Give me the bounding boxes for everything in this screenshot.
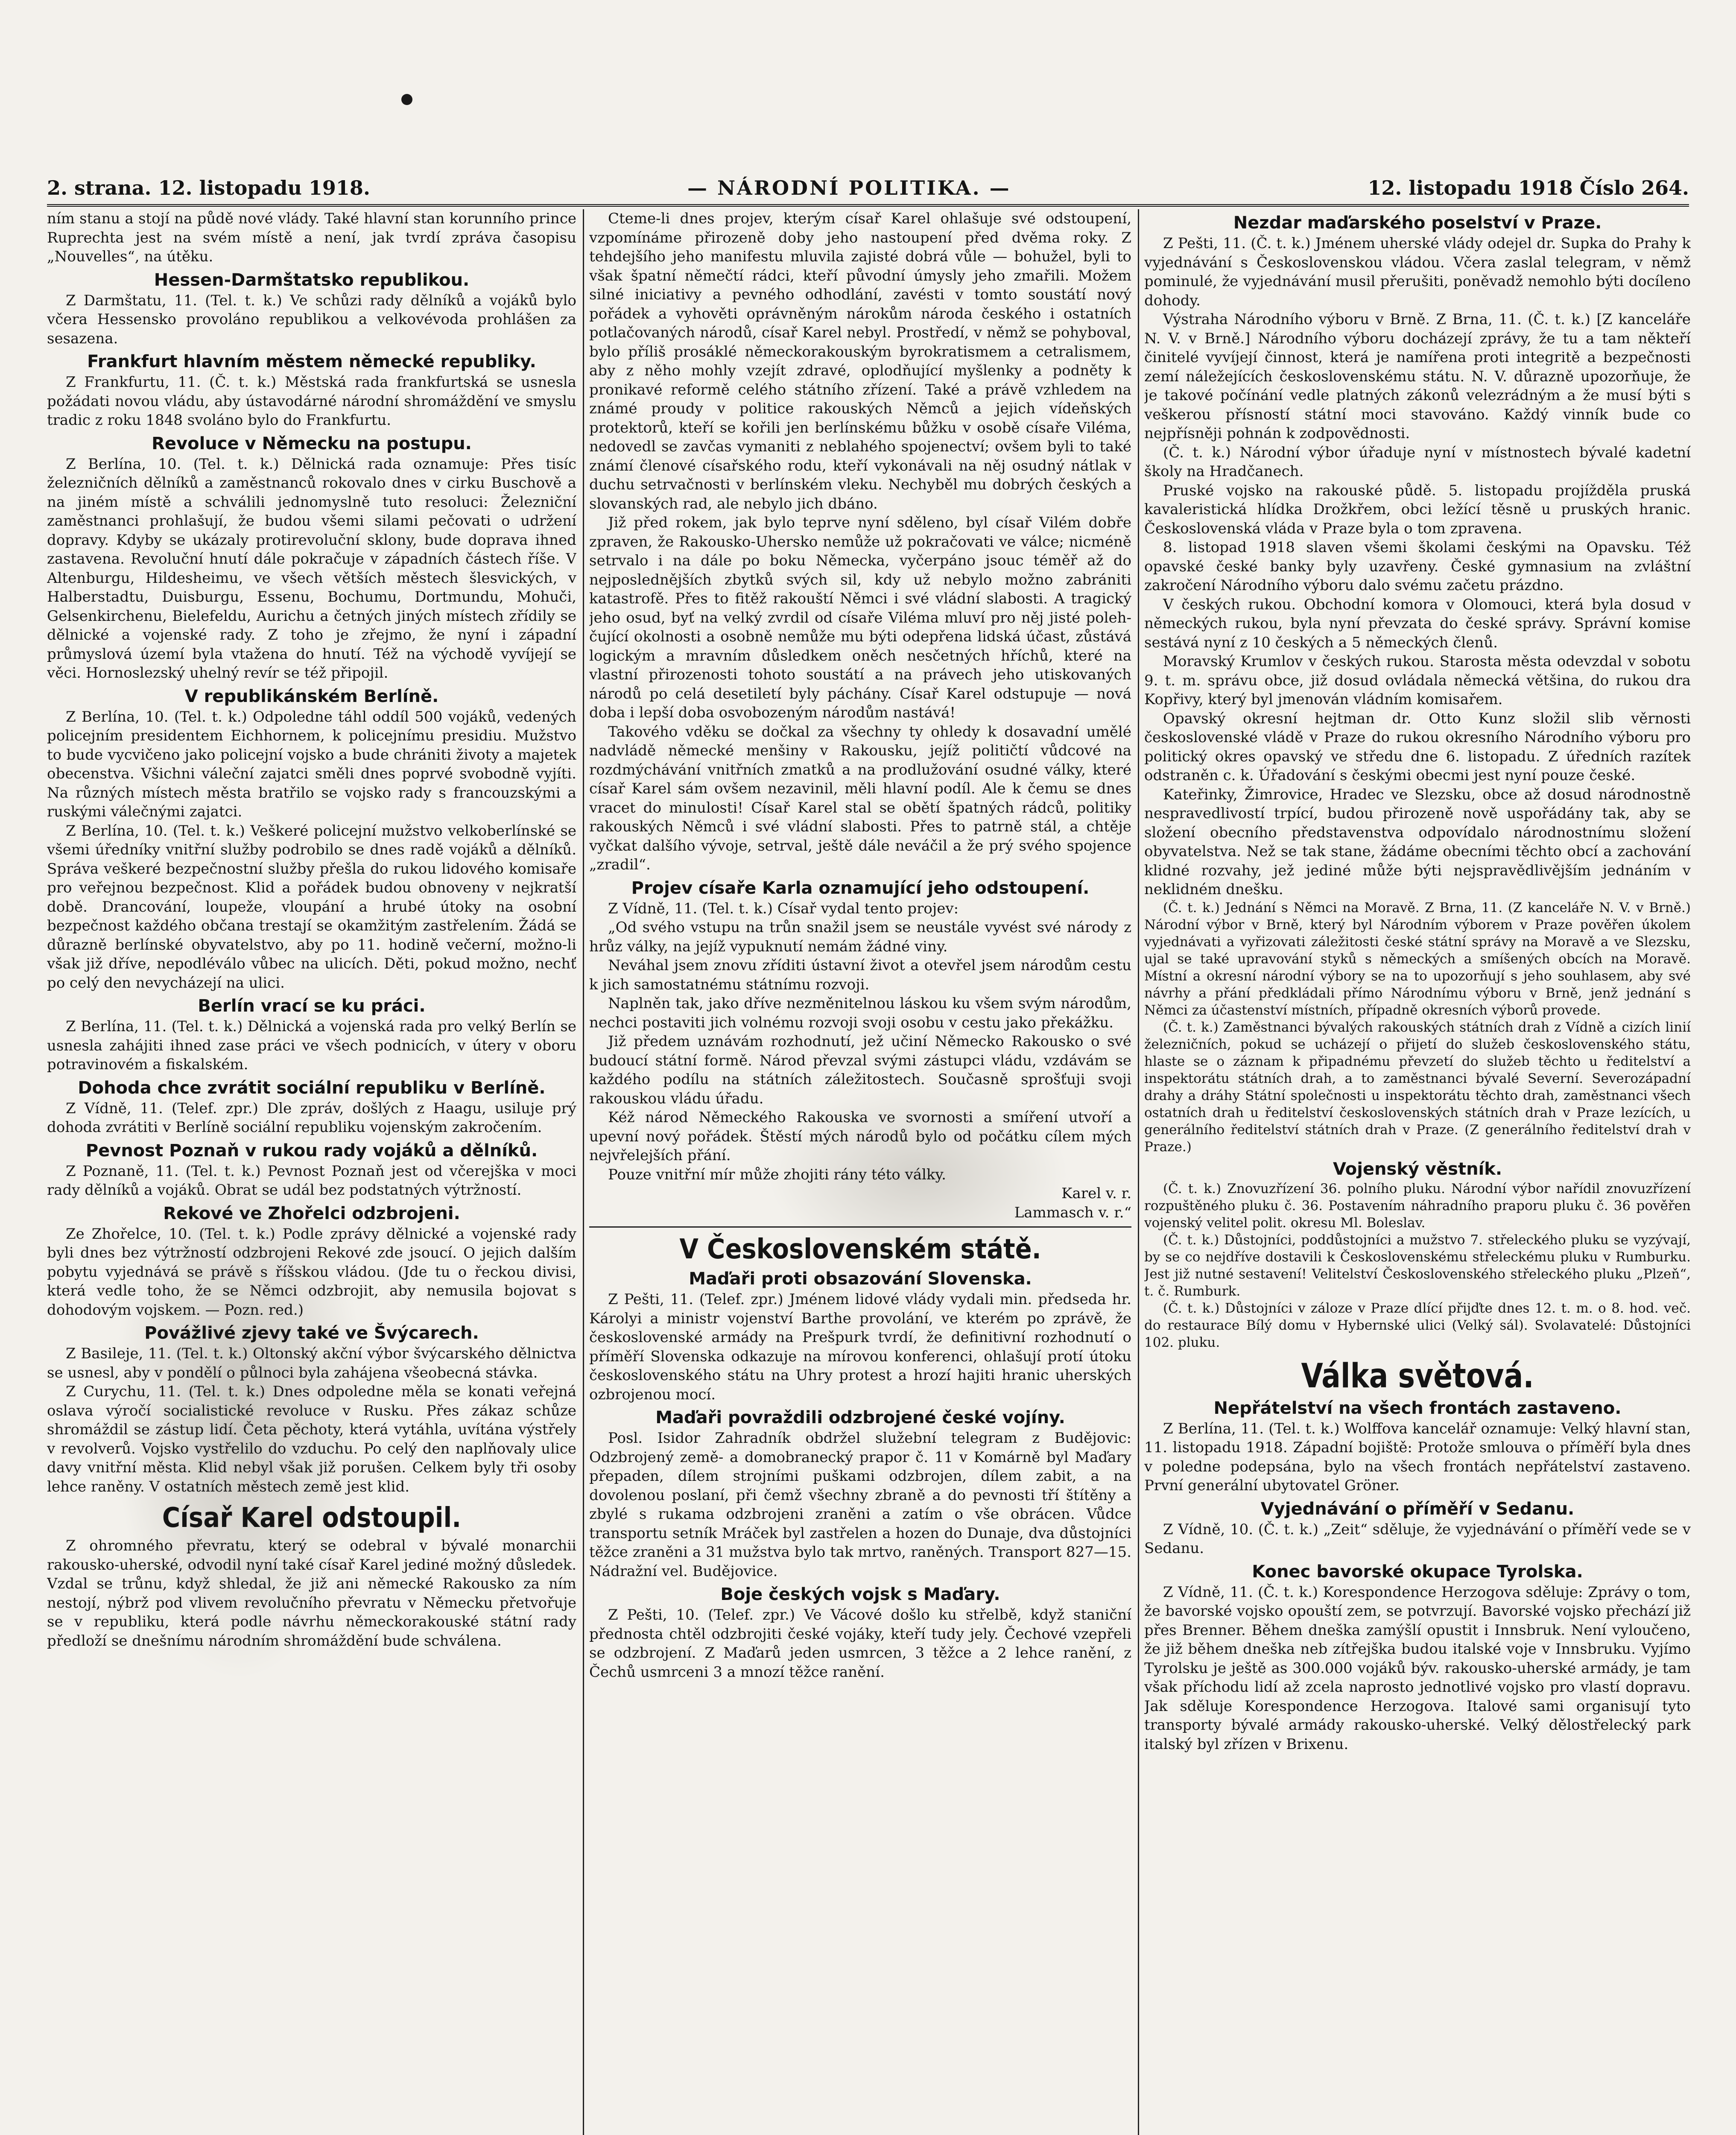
article-text: Z Pešti, 11. (Telef. zpr.) Jménem lidové vlády vydali min. předseda hr. Károlyi a ministr vojenství Barthe provolání, ve kterém po zprávě, že československé armády na Prešpurk tvrdí, že definitivní rozhodnutí o příměří Slovenska odkazuje na mírovou konferenci, ohlašují protí útoku československého státu na Uhry protest a hrozí hajiti hranic uherských ozbrojenou mocí.: [589, 1291, 1131, 1403]
article-text: (Č. t. k.) Jednání s Němci na Moravě. Z Brna, 11. (Z kanceláře N. V. v Brně.) Národní výbor v Brně, který byl Národním výborem v Praze pověřen úkolem vyjednávati a vyřizovati záležitosti české státní správy na Moravě a ve Slezsku, ujal se také upravování styků s německých a smíšených obcích na Moravě. Místní a okresní národní výbory se na to upozorňují s jeho souhlasem, aby své návrhy a přání předkládali přímo Národnímu výboru v Brně, jenž jednání s Němci za účastenství místních, případně okresních výborů provede.: [1144, 900, 1691, 1018]
headline: Projev císaře Karla oznamující jeho odstoupení.: [631, 878, 1090, 898]
header-page-date: 2. strana. 12. listopadu 1918.: [47, 176, 370, 199]
signature: Karel v. r.: [1061, 1185, 1131, 1202]
article-text: (Č. t. k.) Důstojníci, poddůstojníci a mužstvo 7. střeleckého pluku se vyzývají, by se co nejdříve dostavili k Československému střeleckému pluku v Rumburku. Jest již nutné sestavení! Velitelství Československého střeleckého pluku „Plzeň“, t. č. Rumburk.: [1144, 1232, 1691, 1299]
article-text: Opavský okresní hejtman dr. Otto Kunz složil slib věrnosti československé vládě v Praze do rukou okresního Národního výboru pro politický okres opavský ve středu dne 6. listopadu. Z úředních razítek odstraněn c. k. Úřadování s českými obecmi jest nyní pouze české.: [1144, 710, 1691, 784]
headline-large: V Československém státě.: [679, 1234, 1041, 1265]
article-text: (Č. t. k.) Národní výbor úřaduje nyní v místnostech bývalé kadetní školy na Hradčanech.: [1144, 444, 1691, 480]
column-rule-2: [1138, 209, 1139, 2135]
headline: Vyjednávání o příměří v Sedanu.: [1260, 1499, 1575, 1519]
article-text: (Č. t. k.) Zaměstnanci bývalých rakouských státních drah z Vídně a cizích linií železničních, pokud se ucházejí o přijetí do služeb československého státu, hlaste se o záznam k připadnému převzetí do služeb těchto u ředitelství a inspektorátu státních drah, a to zaměstnanci bývalé Severní. Severozápadní drahy a dráhy Státní společnosti u inspektorátu těchto drah, zaměstnanci všech ostatních drah u ředitelství československých státních drah v Praze lezících, u generálního ředitelství státních drah v Praze. (Z generálního ředitelství drah v Praze.): [1144, 1019, 1691, 1155]
article-text: Z Berlína, 10. (Tel. t. k.) Veškeré policejní mužstvo velkoberlínské se všemi úředníky vnitřní služby podrobilo se dnes radě vojáků a dělníků. Správa veškeré bezpečnostní služby přešla do rukou lidového komisaře pro veřejnou bezpečnost. Klid a pořádek budou obnoveny v nejkratší době. Drancování, loupeže, vloupání a hrubé útoky na osobní bezpečnost každého občana trestají se okamžitým zastřelením. Žádá se důrazně berlínské obyvatelstvo, aby po 11. hodině večerní, možno-li však již dříve, nepodléválo vůbec na ulicích. Děti, pokud možno, nechť po celý den nevycházejí na ulici.: [47, 822, 576, 991]
article-text: Z Pešti, 10. (Telef. zpr.) Ve Vácové došlo ku střelbě, když staniční přednosta chtěl odzbrojiti české vojáky, kteří tudy jely. Čechové vzepřeli se odzbrojení. Z Maďarů jeden usmrcen, 3 těžce a 2 lehce ranění, z Čechů usmrceni 3 a mnozí těžce ranění.: [589, 1606, 1131, 1681]
headline: Pevnost Poznaň v rukou rady vojáků a dělníků.: [85, 1141, 538, 1161]
article-text: Z Darmštatu, 11. (Tel. t. k.) Ve schůzi rady dělníků a vojáků bylo včera Hessensko provoláno republikou a velkovévoda prohlášen za sesazena.: [47, 292, 576, 347]
article-text: ním stanu a stojí na půdě nové vlády. Také hlavní stan korunního prince Ruprechta jest na svém místě a není, jak tvrdí zpráva časopisu „Nouvelles“, na útěku.: [47, 210, 576, 265]
article-text: Kéž národ Německého Rakouska ve svornosti a smíření utvoří a upevní nový pořádek. Štěstí mých národů bylo od počátku cílem mých nejvřelejších přání.: [589, 1109, 1131, 1164]
article-text: Takového vděku se dočkal za všechny ty ohledy k dosavadní umělé nadvládě německé menšiny v Rakousku, jejíž političtí vůdcové na rozdmýchávání vnitřních zmatků a na prodlužování osudné války, které císař Karel sám ovšem nezavinil, měli hlavní podíl. Ale k čemu se dnes vracet do minulosti! Císař Karel stal se obětí špatných rádců, politiky rakouských Němců i své vládní slabosti. Přes to patrně stál, a chtěje vyčkat dalšího vývoje, setrval, ještě dále neváčil a že prý svého spojence „zradil“.: [589, 723, 1131, 873]
article-text: (Č. t. k.) Důstojníci v záloze v Praze dlící přijďte dnes 12. t. m. o 8. hod. več. do restaurace Bílý domu v Hybernské ulici (Velký sál). Svolavatelé: Důstojníci 102. pluku.: [1144, 1300, 1691, 1350]
article-text: Již předem uznávám rozhodnutí, jež učiní Německo Rakousko o své budoucí státní formě. Národ převzal svými zástupci vládu, vzdávám se každého podílu na státních záležitostech. Současně sprošťuji svoji rakouskou vládu úřadu.: [589, 1033, 1131, 1107]
article-text: Kateřinky, Žimrovice, Hradec ve Slezsku, obce až dosud národnostně nespravedlivostí trpící, budou přirozeně nově uspořádány tak, aby se složení obecního představenstva odpovídalo národnostnímu složení obyvatelstva. Než se tak stane, žádáme obecními těchto obcí a zachování klidné rozvahy, jež jediné může býti nejspravědlivějším jednáním v neklidném dnešku.: [1144, 786, 1691, 898]
article-text: Z Pešti, 11. (Č. t. k.) Jménem uherské vlády odejel dr. Supka do Prahy k vyjednávání s Československou vládou. Včera zaslal telegram, v němž pominulé, že vyjednávání musil přerušiti, poněvadž nemohlo býti docíleno dohody.: [1144, 235, 1691, 309]
article-text: (Č. t. k.) Znovuzřízení 36. polního pluku. Národní výbor nařídil znovuzřízení rozpuštěného pluku č. 36. Postavením náhradního praporu pluku č. 36 pověřen vojenský velitel polit. okresu Ml. Boleslav.: [1144, 1181, 1691, 1231]
article-text: Z Vídně, 11. (Č. t. k.) Korespondence Herzogova sděluje: Zprávy o tom, že bavorské vojsko opouští zem, se potvrzují. Bavorské vojsko přechází již přes Brenner. Během dneška zamýšlí opustit i Innsbruk. Není vyloučeno, že již během dneška neb zítřejška budou italské voje v Innsbruku. Vyjímo Tyrolsku je ještě as 300.000 vojáků býv. rakousko-uherské armády, je tam však příchodu lidí až zcela naprosto jednotlivé vojsko pro vlastí dopravu. Jak sděluje Korespondence Herzogova. Italové sami organisují tyto transporty bývalé armády rakousko-uherské. Velký dělostřelecký park italský byl zřízen v Brixenu.: [1144, 1583, 1691, 1753]
headline: V republikánském Berlíně.: [184, 686, 439, 706]
header-masthead: — NÁRODNÍ POLITIKA. —: [687, 176, 1011, 199]
headline: Povážlivé zjevy také ve Švýcarech.: [144, 1323, 479, 1343]
article-text: Z Vídně, 10. (Č. t. k.) „Zeit“ sděluje, že vyjednávání o příměří vede se v Sedanu.: [1144, 1521, 1691, 1557]
article-text: Neváhal jsem znovu zříditi ústavní život a otevřel jsem národům cestu k jich samostatnému státnímu rozvoji.: [589, 957, 1131, 993]
article-text: Ze Zhořelce, 10. (Tel. t. k.) Podle zprávy dělnické a vojenské rady byli dnes bez výtržností odzbrojeni Rekové zde jsoucí. O jejich dalším pobytu vyjednává se právě s říšskou vládou. (Jde tu o řeckou divisi, která vedle toho, že se Němci odzbrojit, aby nemusila bojovat s dohodovým vojskem. — Pozn. red.): [47, 1225, 576, 1319]
headline: Nepřátelství na všech frontách zastaveno.: [1213, 1398, 1622, 1418]
article-text: Z Poznaně, 11. (Tel. t. k.) Pevnost Poznaň jest od včerejška v moci rady dělníků a vojáků. Obrat se udál bez podstatných výtržností.: [47, 1162, 576, 1199]
article-text: Naplněn tak, jako dříve nezměnitelnou láskou ku všem svým národům, nechci postaviti jich volnému rozvoji svoji osobu v cestu jako překážku.: [589, 995, 1131, 1031]
section-rule: [589, 1226, 1131, 1228]
headline: Hessen-Darmštatsko republikou.: [154, 270, 470, 290]
article-text: Z Berlína, 11. (Tel. t. k.) Wolffova kancelář oznamuje: Velký hlavní stan, 11. listopadu 1918. Západní bojiště: Protože smlouva o příměří byla dnes v poledne podepsána, bylo na všech frontách nepřátelství zastaveno. První generální ubytovatel Gröner.: [1144, 1420, 1691, 1494]
headline: Vojenský věstník.: [1333, 1159, 1502, 1179]
article-text: Z Berlína, 10. (Tel. t. k.) Odpoledne táhl oddíl 500 vojáků, vedených policejním presidentem Eichhornem, k policejnímu presidiu. Mužstvo to bude vycvičeno jako policejní vojsko a bude chrániti životy a majetek obecenstva. Všichni váleční zajatci směli dnes poprvé svobodně vyjíti. Na různých místech města bratřilo se vojsko rady s francouzskými a ruskými válečnými zajatci.: [47, 708, 576, 820]
article-text: Posl. Isidor Zahradník obdržel služební telegram z Budějovic: Odzbrojený země- a domobranecký prapor č. 11 v Komárně byl Maďary přepaden, dílem strojními puškami odzbrojen, dílem zabit, a na dovolenou poslaní, při čemž všechny zbraně a do pevnosti tří štítěny a zbylé s rukama odzbrojeni zraněni a zatím o vše obrácen. Vůdce transportu setník Mráček byl zastřelen a hozen do Dunaje, dva důstojníci těžce zraněni a 31 mužstva bylo tak mrtvo, raněných. Transport 827—15. Nádražní vel. Budějovice.: [589, 1430, 1131, 1580]
headline: Maďaři povraždili odzbrojené české vojíny.: [655, 1408, 1065, 1427]
page-header: [47, 173, 1689, 203]
column-1: [47, 209, 576, 2135]
article-text: Z Berlína, 11. (Tel. t. k.) Dělnická a vojenská rada pro velký Berlín se usnesla zahájiti ihned zase práci ve všech podnicích, v útery v oboru potravinovém a fiskalském.: [47, 1018, 576, 1073]
article-text: Pouze vnitřní mír může zhojiti rány této války.: [608, 1166, 946, 1183]
headline-large: Císař Karel odstoupil.: [162, 1502, 462, 1534]
article-text: Z Berlína, 10. (Tel. t. k.) Dělnická rada oznamuje: Přes tisíc železničních dělníků a zaměstnanců rokovalo dnes v cirku Buschově a na jiném místě a schválili jednomyslně tuto resoluci: Železniční zaměstnanci prohlašují, že budou všemi silami pečovati o udržení dopravy. Kdyby se ukázaly protirevoluční sklony, bude doprava ihned zastavena. Revoluční hnutí dále pokračuje v západních částech říše. V Altenburgu, Hildesheimu, ve všech větších městech šlesvických, v Halberstadtu, Duisburgu, Essenu, Bochumu, Dortmundu, Mohuči, Gelsenkirchenu, Bielefeldu, Aurichu a četných jiných místech zřídily se dělnické a vojenské rady. Z toho je zřejmo, že nyní i západní průmyslová území byla vtažena do hnutí. Též na východě vyvíjejí se věci. Hornoslezský uhelný revír se též připojil.: [47, 455, 576, 681]
article-text: Z Frankfurtu, 11. (Č. t. k.) Městská rada frankfurtská se usnesla požádati novou vládu, aby ústavodárné národní shromáždění ve smyslu tradic z roku 1848 svoláno bylo do Frankfurtu.: [47, 374, 576, 429]
headline: Rekové ve Zhořelci odzbrojeni.: [163, 1203, 460, 1223]
article-text: V českých rukou. Obchodní komora v Olomouci, která byla dosud v německých rukou, byla nyní převzata do české správy. Správní komise sestává nyní z 10 českých a 5 německých členů.: [1144, 596, 1691, 651]
ink-dot: [401, 94, 412, 105]
column-2: [589, 209, 1131, 2135]
headline: Nezdar maďarského poselství v Praze.: [1233, 213, 1602, 233]
article-text: Z Vídně, 11. (Tel. t. k.) Císař vydal tento projev:: [608, 900, 959, 917]
article-text: Z Vídně, 11. (Telef. zpr.) Dle zpráv, došlých z Haagu, usiluje prý dohoda zvrátiti v Berlíně sociální republiku vojenským zakročením.: [47, 1100, 576, 1136]
article-text: 8. listopad 1918 slaven všemi školami českými na Opavsku. Též opavské české banky byly uzavřeny. České gymnasium na zvláštní zakročení Národního výboru dalo svému začetu prázdno.: [1144, 539, 1691, 594]
header-rule: [47, 204, 1689, 207]
header-date-issue: 12. listopadu 1918 Číslo 264.: [1368, 176, 1689, 199]
article-text: Z Curychu, 11. (Tel. t. k.) Dnes odpoledne měla se konati veřejná oslava výročí socialistické revoluce v Rusku. Přes zákaz schůze shromáždil se zástup lidí. Četa pěchoty, která vytáhla, uvítána výstřely v revolverů. Vojsko vystřelilo do vzduchu. Po celý den naplňovaly ulice davy vnitřní města. Klid nebyl však již porušen. Celkem byly tři osoby lehce raněny. V ostatních městech země jest klid.: [47, 1383, 576, 1495]
headline: Revoluce v Německu na postupu.: [152, 433, 472, 453]
article-text: Pruské vojsko na rakouské půdě. 5. listopadu projížděla pruská kavaleristická hlídka Drožkřem, obci ležící těsně u pruských hranic. Československá vláda v Praze byla o tom zpravena.: [1144, 482, 1691, 537]
article-text: Cteme-li dnes projev, kterým císař Karel ohlašuje své odstoupení, vzpomínáme přirozeně doby jeho nastoupení před dvěma roky. Z tehdejšího jeho manifestu mluvila zajisté dobrá vůle — bohužel, byli to však špatní němečtí rádci, kteří původní úmysly jeho zmařili. Možem silné iniciativy a pevného odhodlání, zavésti v tomto soustátí nový pořádek a vyhověti oprávněným nárokům národa českého i ostatních potlačovaných národů, císař Karel nebyl. Prostředí, v němž se pohyboval, bylo příliš prosáklé německorakouským byrokratismem a cetralismem, aby z něho mohly vzejít zdravé, oplodňující myšlenky a podněty k pronikavé reformě celého státního zřízení. Také a právě vzhledem na známé proudy v politice rakouských Němců a jejich vídeňských protektorů, kteří se kořili jen berlínskému bůžku v osobě císaře Viléma, nedovedl se zavčas vymaniti z neblahého spojenectví; ovšem byli to také známí členové císařského rodu, kteří vykonávali na něj osudný nátlak v duchu setrvačnosti v berlínském vleku. Nechyběl mu dobrých českých a slovanských rad, ale nebylo jich dbáno.: [589, 210, 1131, 512]
headline: Maďaři proti obsazování Slovenska.: [689, 1269, 1032, 1289]
column-3: [1144, 209, 1691, 2135]
article-text: Z Basileje, 11. (Tel. t. k.) Oltonský akční výbor švýcarského dělnictva se usnesl, aby v pondělí o půlnoci byla zahájena všeobecná stávka.: [47, 1345, 576, 1381]
article-text: „Od svého vstupu na trůn snažil jsem se neustále vyvést své národy z hrůz války, na jejíž vypuknutí nemám žádné viny.: [589, 919, 1131, 955]
article-text: Již před rokem, jak bylo teprve nyní sděleno, byl císař Vilém dobře zpraven, že Rakousko-Uhersko nemůže už pokračovati ve válce; nicméně setrvalo i na dále po boku Německa, vyčerpáno jsouc téměř až do nejposlednějších zbytků svých sil, kdy už nebylo možno zabrániti katastrofě. Přes to fitěž rakouští Němci i své vládní slabosti. A tragický jeho osud, byť na velký zvrdil od císaře Viléma mluví pro něj jisté polehčující okolnosti a osobně nemůže mu býti odepřena lidská účast, zůstává logickým a mravním důsledkem oněch nesčetných hříchů, které na vlastní přirozenosti tohoto soustátí a na právech jeho utiskovaných národů po celá desetiletí byly páchány. Císař Karel odstupuje — nová doba i lepší doba osvobozeným národům nastává!: [589, 514, 1131, 721]
article-text: Výstraha Národního výboru v Brně. Z Brna, 11. (Č. t. k.) [Z kanceláře N. V. v Brně.] Národního výboru docházejí zprávy, že tu a tam někteří činitelé vyvíjejí činnost, která je namířena proti integritě a bezpečnosti zemí náležejících československému státu. N. V. důrazně upozorňuje, že je takové počínání vedle platných zákonů velezrádným a že musí býti s veškerou přísností státní moci stavováno. Každý vinník bude co nejpřísněji pohnán k zodpovědnosti.: [1144, 311, 1691, 442]
headline: Boje českých vojsk s Maďary.: [720, 1585, 1000, 1604]
headline: Frankfurt hlavním městem německé republiky.: [87, 352, 536, 371]
article-text: Moravský Krumlov v českých rukou. Starosta města odevzdal v sobotu 9. t. m. správu obce, již dosud ovládala německá většina, do rukou dra Kopřivy, který byl jmenován vládním komisařem.: [1144, 653, 1691, 708]
article-text: Z ohromného převratu, který se odebral v bývalé monarchii rakousko-uherské, odvodil nyní také císař Karel jediné možný důsledek. Vzdal se trůnu, když shledal, že již ani německé Rakousko za ním nestojí, nýbrž pod vlivem revolučního převratu v Německu přetvořuje se v republiku, která podle návrhu německorakouské státní rady předloží se dnešnímu národním shromáždění bude schválena.: [47, 1537, 576, 1650]
headline-large: Válka světová.: [1301, 1357, 1534, 1395]
signature: Lammasch v. r.“: [1014, 1204, 1131, 1221]
headline: Berlín vrací se ku práci.: [198, 996, 426, 1016]
column-rule-1: [583, 209, 584, 2135]
headline: Konec bavorské okupace Tyrolska.: [1252, 1562, 1583, 1582]
headline: Dohoda chce zvrátit sociální republiku v Berlíně.: [78, 1078, 546, 1098]
